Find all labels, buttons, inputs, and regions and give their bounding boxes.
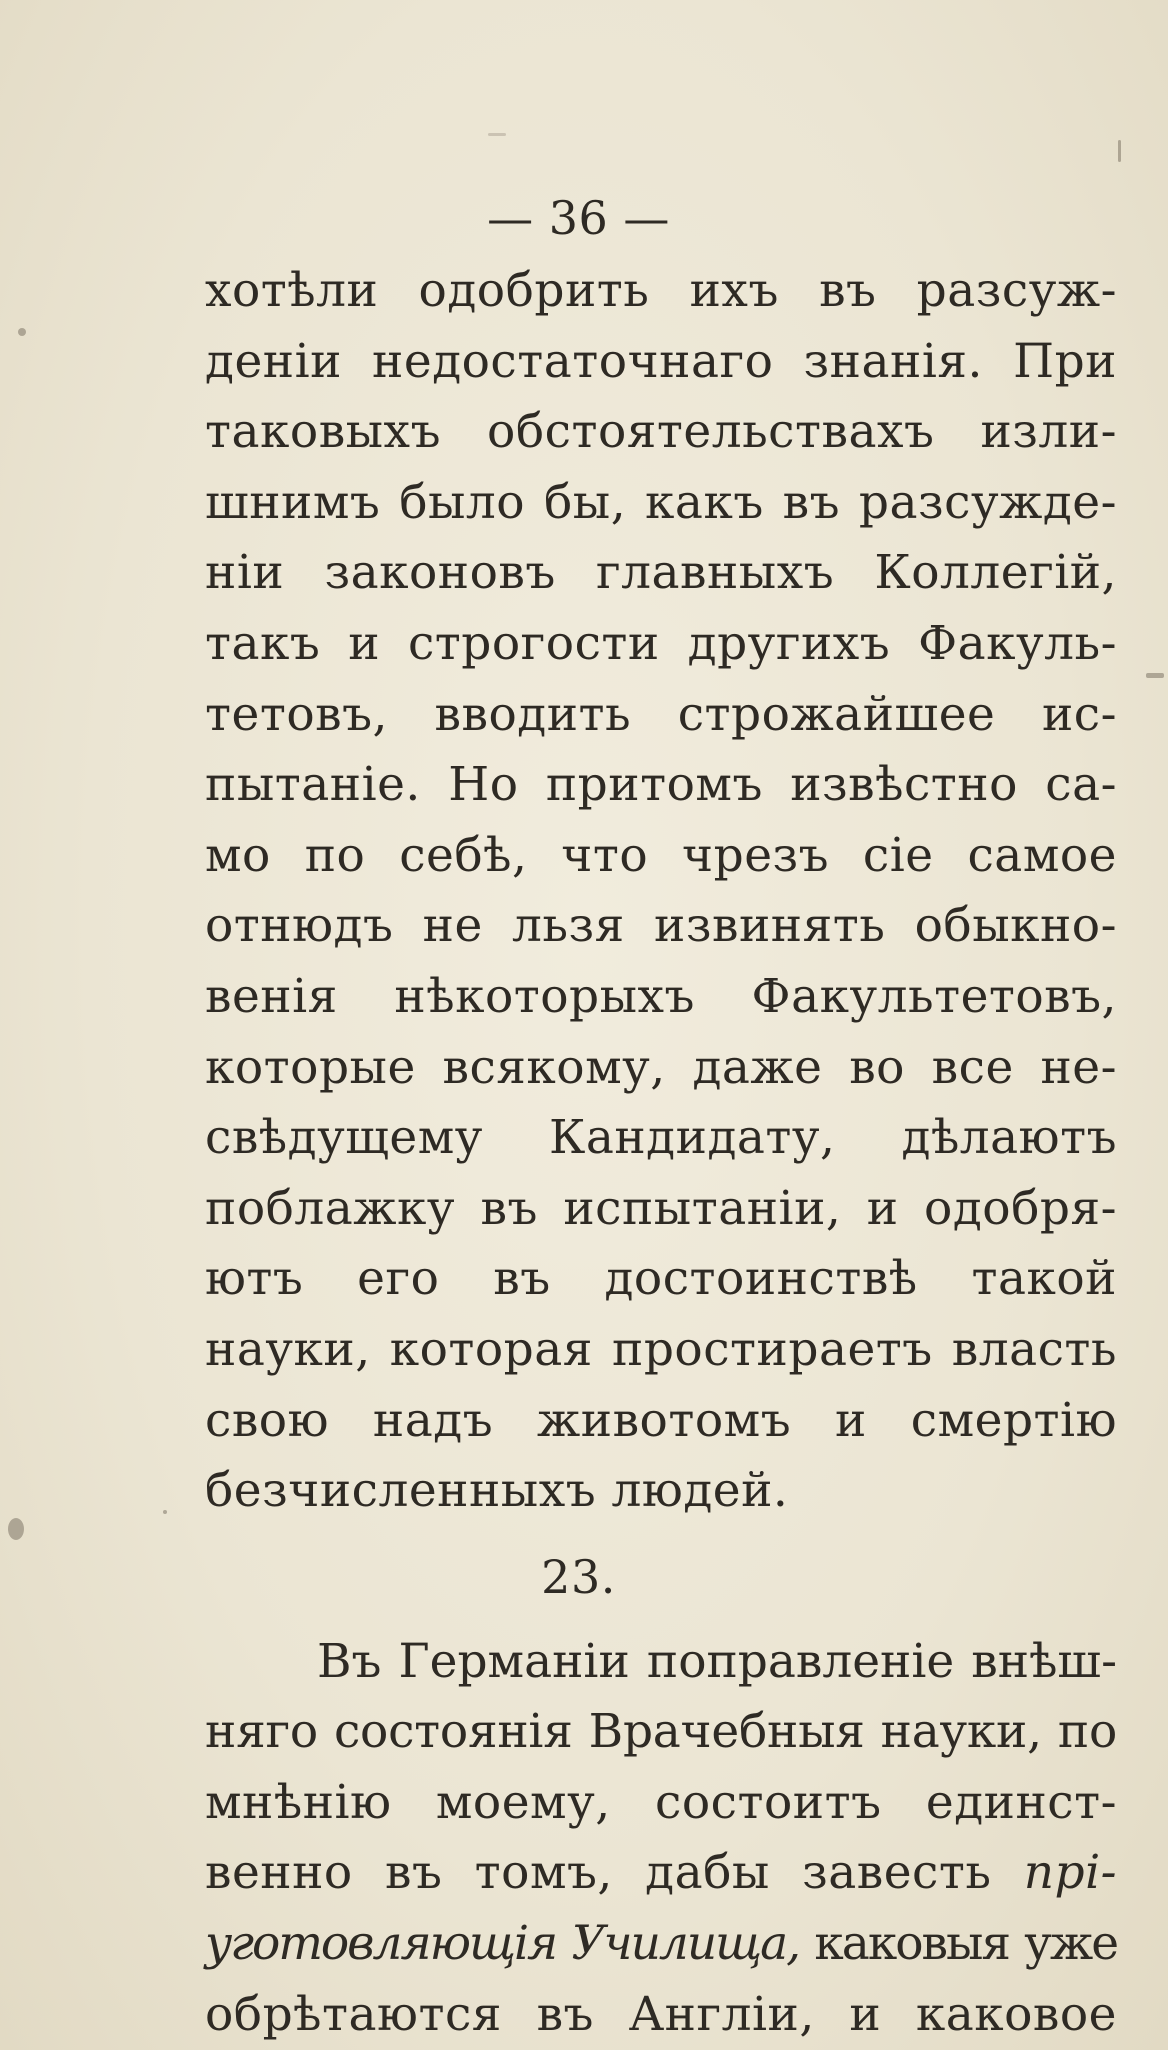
text-line [205, 1838, 1117, 1909]
text-line: обрѣтаются въ Англіи, и каковое [205, 1986, 1117, 2042]
text-line: отнюдъ не льзя извинять обыкно- [205, 898, 1117, 954]
text-line: которые всякому, даже во все не- [205, 1039, 1117, 1095]
text-line: свѣдущему Кандидату, дѣлаютъ [205, 1110, 1117, 1166]
text-line: хотѣли одобрить ихъ въ разсуж- [205, 263, 1117, 318]
text-line: безчисленныхъ людей. [205, 1463, 789, 1519]
text-line [205, 1909, 1117, 1980]
scan-speck [163, 1510, 167, 1514]
text-line: ютъ его въ достоинствѣ такой [205, 1251, 1117, 1307]
text-line: Въ Германіи поправленіе внѣш- [317, 1633, 1117, 1689]
scan-speck [1118, 140, 1121, 162]
text-line: свою надъ животомъ и смертію [205, 1392, 1117, 1448]
scan-speck [488, 133, 506, 136]
text-line: тетовъ, вводить строжайшее ис- [205, 686, 1117, 742]
text-line: науки, которая простираетъ власть [205, 1321, 1117, 1377]
text-line: ніи законовъ главныхъ Коллегій, [205, 545, 1117, 601]
page-number: — 36 — [487, 191, 670, 245]
scan-speck [8, 1518, 24, 1540]
text-line: деніи недостаточнаго знанія. При [205, 333, 1117, 389]
text-line: няго состоянія Врачебныя науки, по [205, 1704, 1117, 1760]
text-run: каковыя уже [799, 1916, 1118, 1972]
text-line: венія нѣкоторыхъ Факультетовъ, [205, 968, 1117, 1024]
text-run: венно въ томъ, дабы завесть [205, 1845, 1024, 1901]
paragraph [205, 256, 1117, 1527]
text-line: шнимъ было бы, какъ въ разсужде- [205, 474, 1117, 530]
text-line: пытаніе. Но притомъ извѣстно са- [205, 757, 1117, 813]
text-line: таковыхъ обстоятельствахъ изли- [205, 404, 1117, 460]
italic-text-run: уготовляющія Училища, [205, 1916, 800, 1972]
text-line: такъ и строгости другихъ Факуль- [205, 615, 1117, 671]
page-text [205, 180, 1117, 2050]
scan-speck [18, 328, 26, 336]
text-line: мо по себѣ, что чрезъ сіе самое [205, 827, 1117, 883]
paragraph [205, 1627, 1117, 2050]
text-line: поблажку въ испытаніи, и одобря- [205, 1180, 1117, 1236]
text-line: мнѣнію моему, состоитъ единст- [205, 1774, 1117, 1830]
italic-text-run: прі- [1023, 1845, 1117, 1901]
section-number: 23. [541, 1549, 616, 1604]
scan-speck [1146, 673, 1164, 678]
